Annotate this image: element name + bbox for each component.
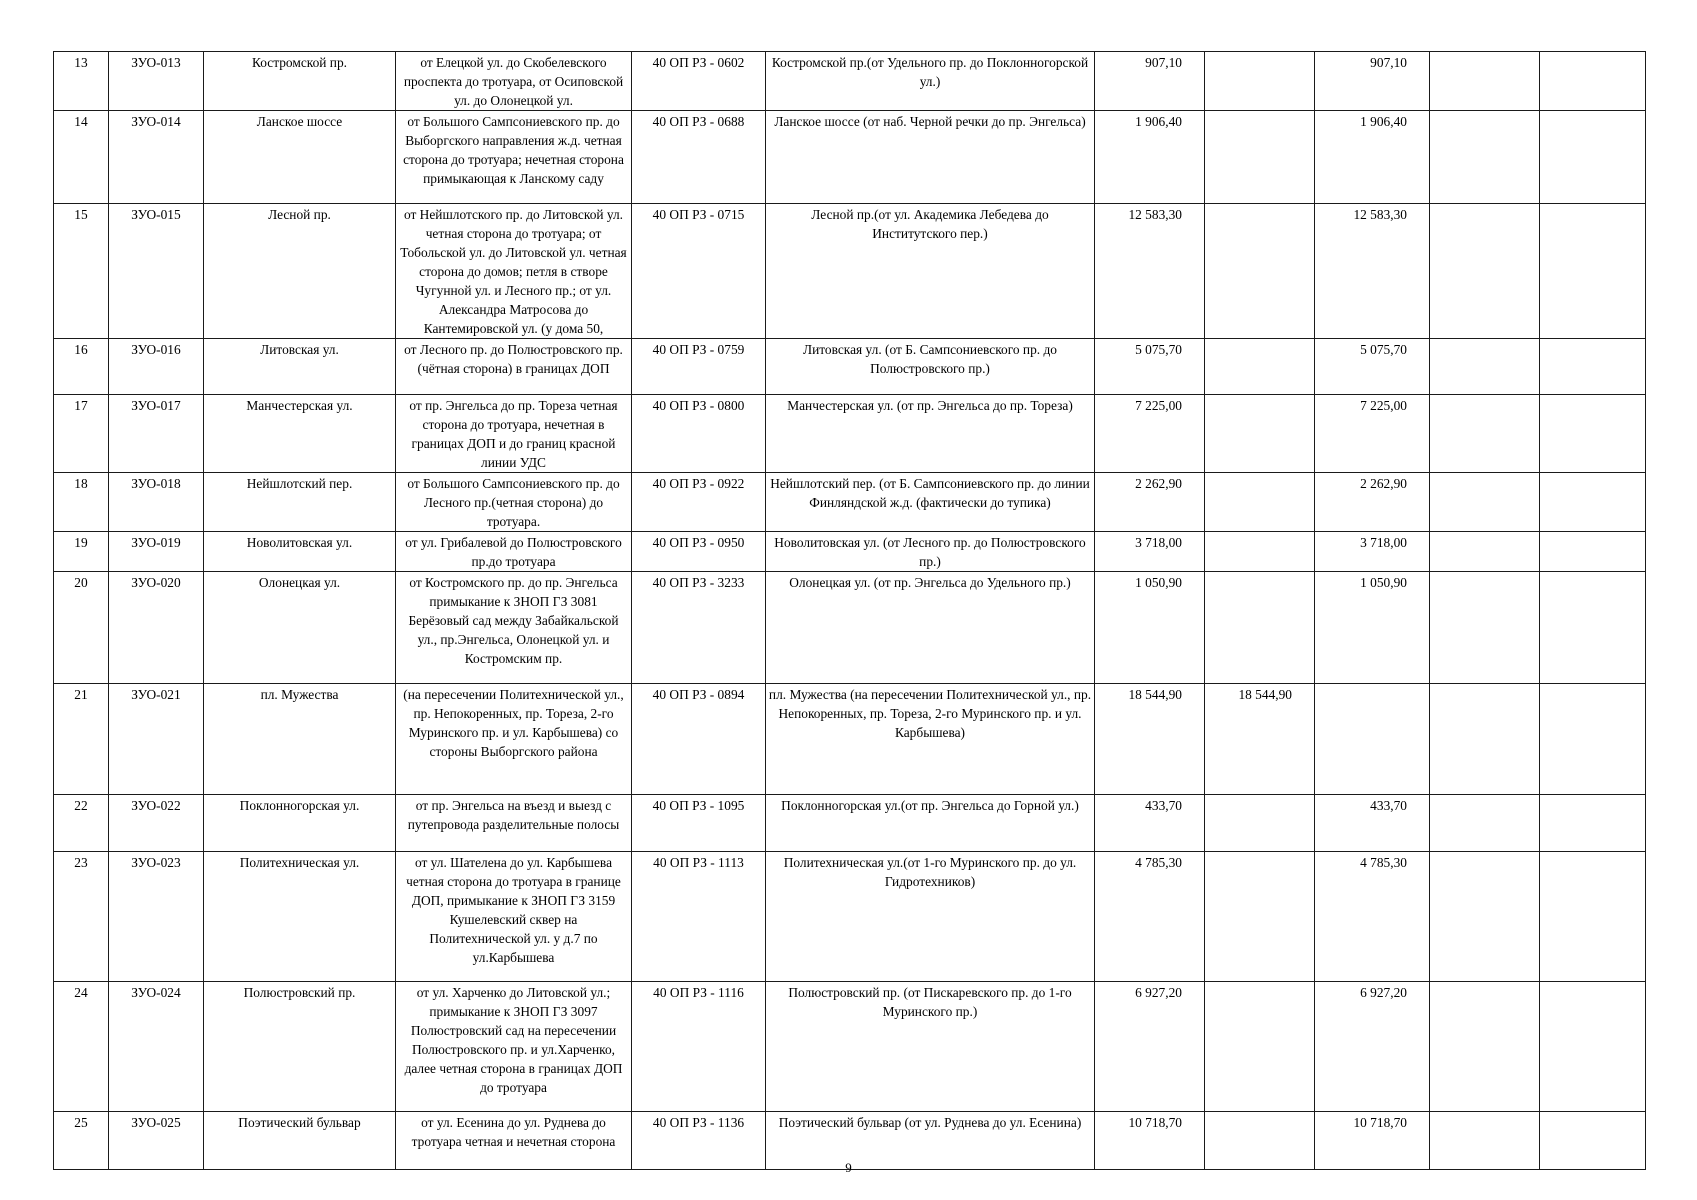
street-name: Лесной пр.: [204, 204, 396, 339]
road-description: Лесной пр.(от ул. Академика Лебедева до Институтского пер.): [766, 204, 1095, 339]
road-id: 40 ОП РЗ - 1116: [632, 982, 766, 1112]
road-id: 40 ОП РЗ - 0894: [632, 684, 766, 795]
area-b: 433,70: [1315, 795, 1430, 852]
extent-description: от ул. Шателена до ул. Карбышева четная сторона до тротуара в границе ДОП, примыкание к ЗНОП ГЗ 3159 Кушелевский сквер на Политехнической ул. у д.7 по ул.Карбышева: [396, 852, 632, 982]
object-code: ЗУО-023: [109, 852, 204, 982]
area-total: 18 544,90: [1095, 684, 1205, 795]
road-id: 40 ОП РЗ - 1095: [632, 795, 766, 852]
area-a: [1205, 982, 1315, 1112]
row-number: 24: [54, 982, 109, 1112]
object-code: ЗУО-016: [109, 339, 204, 395]
street-name: Нейшлотский пер.: [204, 473, 396, 532]
extra-col-10: [1430, 339, 1540, 395]
street-name: Новолитовская ул.: [204, 532, 396, 572]
area-a: [1205, 111, 1315, 204]
extra-col-10: [1430, 111, 1540, 204]
object-code: ЗУО-020: [109, 572, 204, 684]
area-total: 907,10: [1095, 52, 1205, 111]
street-name: Полюстровский пр.: [204, 982, 396, 1112]
street-name: Поклонногорская ул.: [204, 795, 396, 852]
street-name: Манчестерская ул.: [204, 395, 396, 473]
road-description: Поэтический бульвар (от ул. Руднева до ул. Есенина): [766, 1112, 1095, 1170]
area-a: [1205, 572, 1315, 684]
row-number: 22: [54, 795, 109, 852]
area-b: 10 718,70: [1315, 1112, 1430, 1170]
street-name: Поэтический бульвар: [204, 1112, 396, 1170]
extra-col-11: [1540, 473, 1646, 532]
area-b: 12 583,30: [1315, 204, 1430, 339]
extra-col-11: [1540, 52, 1646, 111]
extra-col-10: [1430, 684, 1540, 795]
street-name: Литовская ул.: [204, 339, 396, 395]
table-row: [54, 684, 1646, 795]
extra-col-10: [1430, 852, 1540, 982]
table-row: [54, 572, 1646, 684]
object-code: ЗУО-015: [109, 204, 204, 339]
road-description: Новолитовская ул. (от Лесного пр. до Полюстровского пр.): [766, 532, 1095, 572]
extent-description: от Лесного пр. до Полюстровского пр. (чётная сторона) в границах ДОП: [396, 339, 632, 395]
extra-col-11: [1540, 532, 1646, 572]
extra-col-10: [1430, 982, 1540, 1112]
road-id: 40 ОП РЗ - 1136: [632, 1112, 766, 1170]
row-number: 18: [54, 473, 109, 532]
area-b: 907,10: [1315, 52, 1430, 111]
extent-description: от Костромского пр. до пр. Энгельса примыкание к ЗНОП ГЗ 3081 Берёзовый сад между Забайкальской ул., пр.Энгельса, Олонецкой ул. и Костромским пр.: [396, 572, 632, 684]
street-name: пл. Мужества: [204, 684, 396, 795]
road-description: пл. Мужества (на пересечении Политехнической ул., пр. Непокоренных, пр. Тореза, 2-го Муринского пр. и ул. Карбышева): [766, 684, 1095, 795]
area-a: [1205, 852, 1315, 982]
street-name: Олонецкая ул.: [204, 572, 396, 684]
area-b: 2 262,90: [1315, 473, 1430, 532]
object-code: ЗУО-025: [109, 1112, 204, 1170]
area-total: 3 718,00: [1095, 532, 1205, 572]
area-b: 1 050,90: [1315, 572, 1430, 684]
area-b: [1315, 684, 1430, 795]
row-number: 23: [54, 852, 109, 982]
area-a: [1205, 473, 1315, 532]
extra-col-10: [1430, 473, 1540, 532]
area-total: 12 583,30: [1095, 204, 1205, 339]
area-a: [1205, 795, 1315, 852]
road-id: 40 ОП РЗ - 0602: [632, 52, 766, 111]
extra-col-10: [1430, 572, 1540, 684]
road-description: Олонецкая ул. (от пр. Энгельса до Удельного пр.): [766, 572, 1095, 684]
area-a: [1205, 339, 1315, 395]
area-total: 1 906,40: [1095, 111, 1205, 204]
extra-col-10: [1430, 395, 1540, 473]
row-number: 19: [54, 532, 109, 572]
extent-description: от ул. Есенина до ул. Руднева до тротуара четная и нечетная сторона: [396, 1112, 632, 1170]
object-code: ЗУО-021: [109, 684, 204, 795]
table-row: [54, 111, 1646, 204]
row-number: 17: [54, 395, 109, 473]
table-row: [54, 395, 1646, 473]
extra-col-10: [1430, 532, 1540, 572]
road-id: 40 ОП РЗ - 0922: [632, 473, 766, 532]
area-a: [1205, 532, 1315, 572]
extra-col-11: [1540, 395, 1646, 473]
table-body: [54, 52, 1646, 1170]
area-b: 5 075,70: [1315, 339, 1430, 395]
extent-description: от ул. Грибалевой до Полюстровского пр.до тротуара: [396, 532, 632, 572]
road-id: 40 ОП РЗ - 1113: [632, 852, 766, 982]
object-code: ЗУО-017: [109, 395, 204, 473]
row-number: 13: [54, 52, 109, 111]
area-b: 7 225,00: [1315, 395, 1430, 473]
road-description: Костромской пр.(от Удельного пр. до Поклонногорской ул.): [766, 52, 1095, 111]
object-code: ЗУО-022: [109, 795, 204, 852]
object-code: ЗУО-024: [109, 982, 204, 1112]
area-total: 7 225,00: [1095, 395, 1205, 473]
area-b: 4 785,30: [1315, 852, 1430, 982]
area-total: 4 785,30: [1095, 852, 1205, 982]
road-description: Полюстровский пр. (от Пискаревского пр. до 1-го Муринского пр.): [766, 982, 1095, 1112]
extra-col-11: [1540, 852, 1646, 982]
row-number: 15: [54, 204, 109, 339]
road-id: 40 ОП РЗ - 0759: [632, 339, 766, 395]
road-description: Нейшлотский пер. (от Б. Сампсониевского пр. до линии Финляндской ж.д. (фактически до тупика): [766, 473, 1095, 532]
row-number: 16: [54, 339, 109, 395]
area-total: 433,70: [1095, 795, 1205, 852]
road-id: 40 ОП РЗ - 0715: [632, 204, 766, 339]
extra-col-10: [1430, 52, 1540, 111]
road-description: Ланское шоссе (от наб. Черной речки до пр. Энгельса): [766, 111, 1095, 204]
table-row: [54, 982, 1646, 1112]
row-number: 21: [54, 684, 109, 795]
table-row: [54, 795, 1646, 852]
extent-description: от пр. Энгельса на въезд и выезд с путепровода разделительные полосы: [396, 795, 632, 852]
object-code: ЗУО-013: [109, 52, 204, 111]
extra-col-11: [1540, 339, 1646, 395]
page-number: 9: [845, 1160, 852, 1175]
area-b: 3 718,00: [1315, 532, 1430, 572]
road-description: Литовская ул. (от Б. Сампсониевского пр. до Полюстровского пр.): [766, 339, 1095, 395]
extra-col-11: [1540, 204, 1646, 339]
extent-description: от Большого Сампсониевского пр. до Лесного пр.(четная сторона) до тротуара.: [396, 473, 632, 532]
area-total: 1 050,90: [1095, 572, 1205, 684]
extent-description: от Елецкой ул. до Скобелевского проспекта до тротуара, от Осиповской ул. до Олонецкой ул.: [396, 52, 632, 111]
table-row: [54, 52, 1646, 111]
road-description: Поклонногорская ул.(от пр. Энгельса до Горной ул.): [766, 795, 1095, 852]
extra-col-11: [1540, 684, 1646, 795]
area-b: 1 906,40: [1315, 111, 1430, 204]
street-name: Политехническая ул.: [204, 852, 396, 982]
extra-col-10: [1430, 204, 1540, 339]
extent-description: от пр. Энгельса до пр. Тореза четная сторона до тротуара, нечетная в границах ДОП и до границ красной линии УДС: [396, 395, 632, 473]
area-total: 10 718,70: [1095, 1112, 1205, 1170]
extra-col-11: [1540, 795, 1646, 852]
extent-description: от Нейшлотского пр. до Литовской ул. четная сторона до тротуара; от Тобольской ул. до Литовской ул. четная сторона до домов; петля в створе Чугунной ул. и Лесного пр.; от ул. Александра Матросова до Кантемировской ул. (у дома 50,: [396, 204, 632, 339]
extra-col-11: [1540, 572, 1646, 684]
extent-description: от ул. Харченко до Литовской ул.; примыкание к ЗНОП ГЗ 3097 Полюстровский сад на пересечении Полюстровского пр. и ул.Харченко, далее четная сторона в границах ДОП до тротуара: [396, 982, 632, 1112]
extra-col-10: [1430, 795, 1540, 852]
road-id: 40 ОП РЗ - 3233: [632, 572, 766, 684]
road-id: 40 ОП РЗ - 0950: [632, 532, 766, 572]
area-a: [1205, 52, 1315, 111]
object-code: ЗУО-018: [109, 473, 204, 532]
object-code: ЗУО-019: [109, 532, 204, 572]
object-code: ЗУО-014: [109, 111, 204, 204]
area-total: 5 075,70: [1095, 339, 1205, 395]
area-b: 6 927,20: [1315, 982, 1430, 1112]
extra-col-11: [1540, 111, 1646, 204]
table-row: [54, 339, 1646, 395]
street-name: Ланское шоссе: [204, 111, 396, 204]
row-number: 20: [54, 572, 109, 684]
road-description: Политехническая ул.(от 1-го Муринского пр. до ул. Гидротехников): [766, 852, 1095, 982]
table-row: [54, 473, 1646, 532]
road-id: 40 ОП РЗ - 0688: [632, 111, 766, 204]
row-number: 14: [54, 111, 109, 204]
area-a: [1205, 395, 1315, 473]
road-id: 40 ОП РЗ - 0800: [632, 395, 766, 473]
extra-col-11: [1540, 982, 1646, 1112]
table-row: [54, 532, 1646, 572]
table-row: [54, 852, 1646, 982]
table-row: [54, 204, 1646, 339]
area-total: 2 262,90: [1095, 473, 1205, 532]
area-a: [1205, 204, 1315, 339]
registry-table: [53, 51, 1646, 1170]
road-description: Манчестерская ул. (от пр. Энгельса до пр. Тореза): [766, 395, 1095, 473]
extent-description: от Большого Сампсониевского пр. до Выборгского направления ж.д. четная сторона до тротуара; нечетная сторона примыкающая к Ланскому саду: [396, 111, 632, 204]
area-total: 6 927,20: [1095, 982, 1205, 1112]
street-name: Костромской пр.: [204, 52, 396, 111]
extent-description: (на пересечении Политехнической ул., пр. Непокоренных, пр. Тореза, 2-го Муринского пр. и ул. Карбышева) со стороны Выборгского района: [396, 684, 632, 795]
area-a: 18 544,90: [1205, 684, 1315, 795]
row-number: 25: [54, 1112, 109, 1170]
